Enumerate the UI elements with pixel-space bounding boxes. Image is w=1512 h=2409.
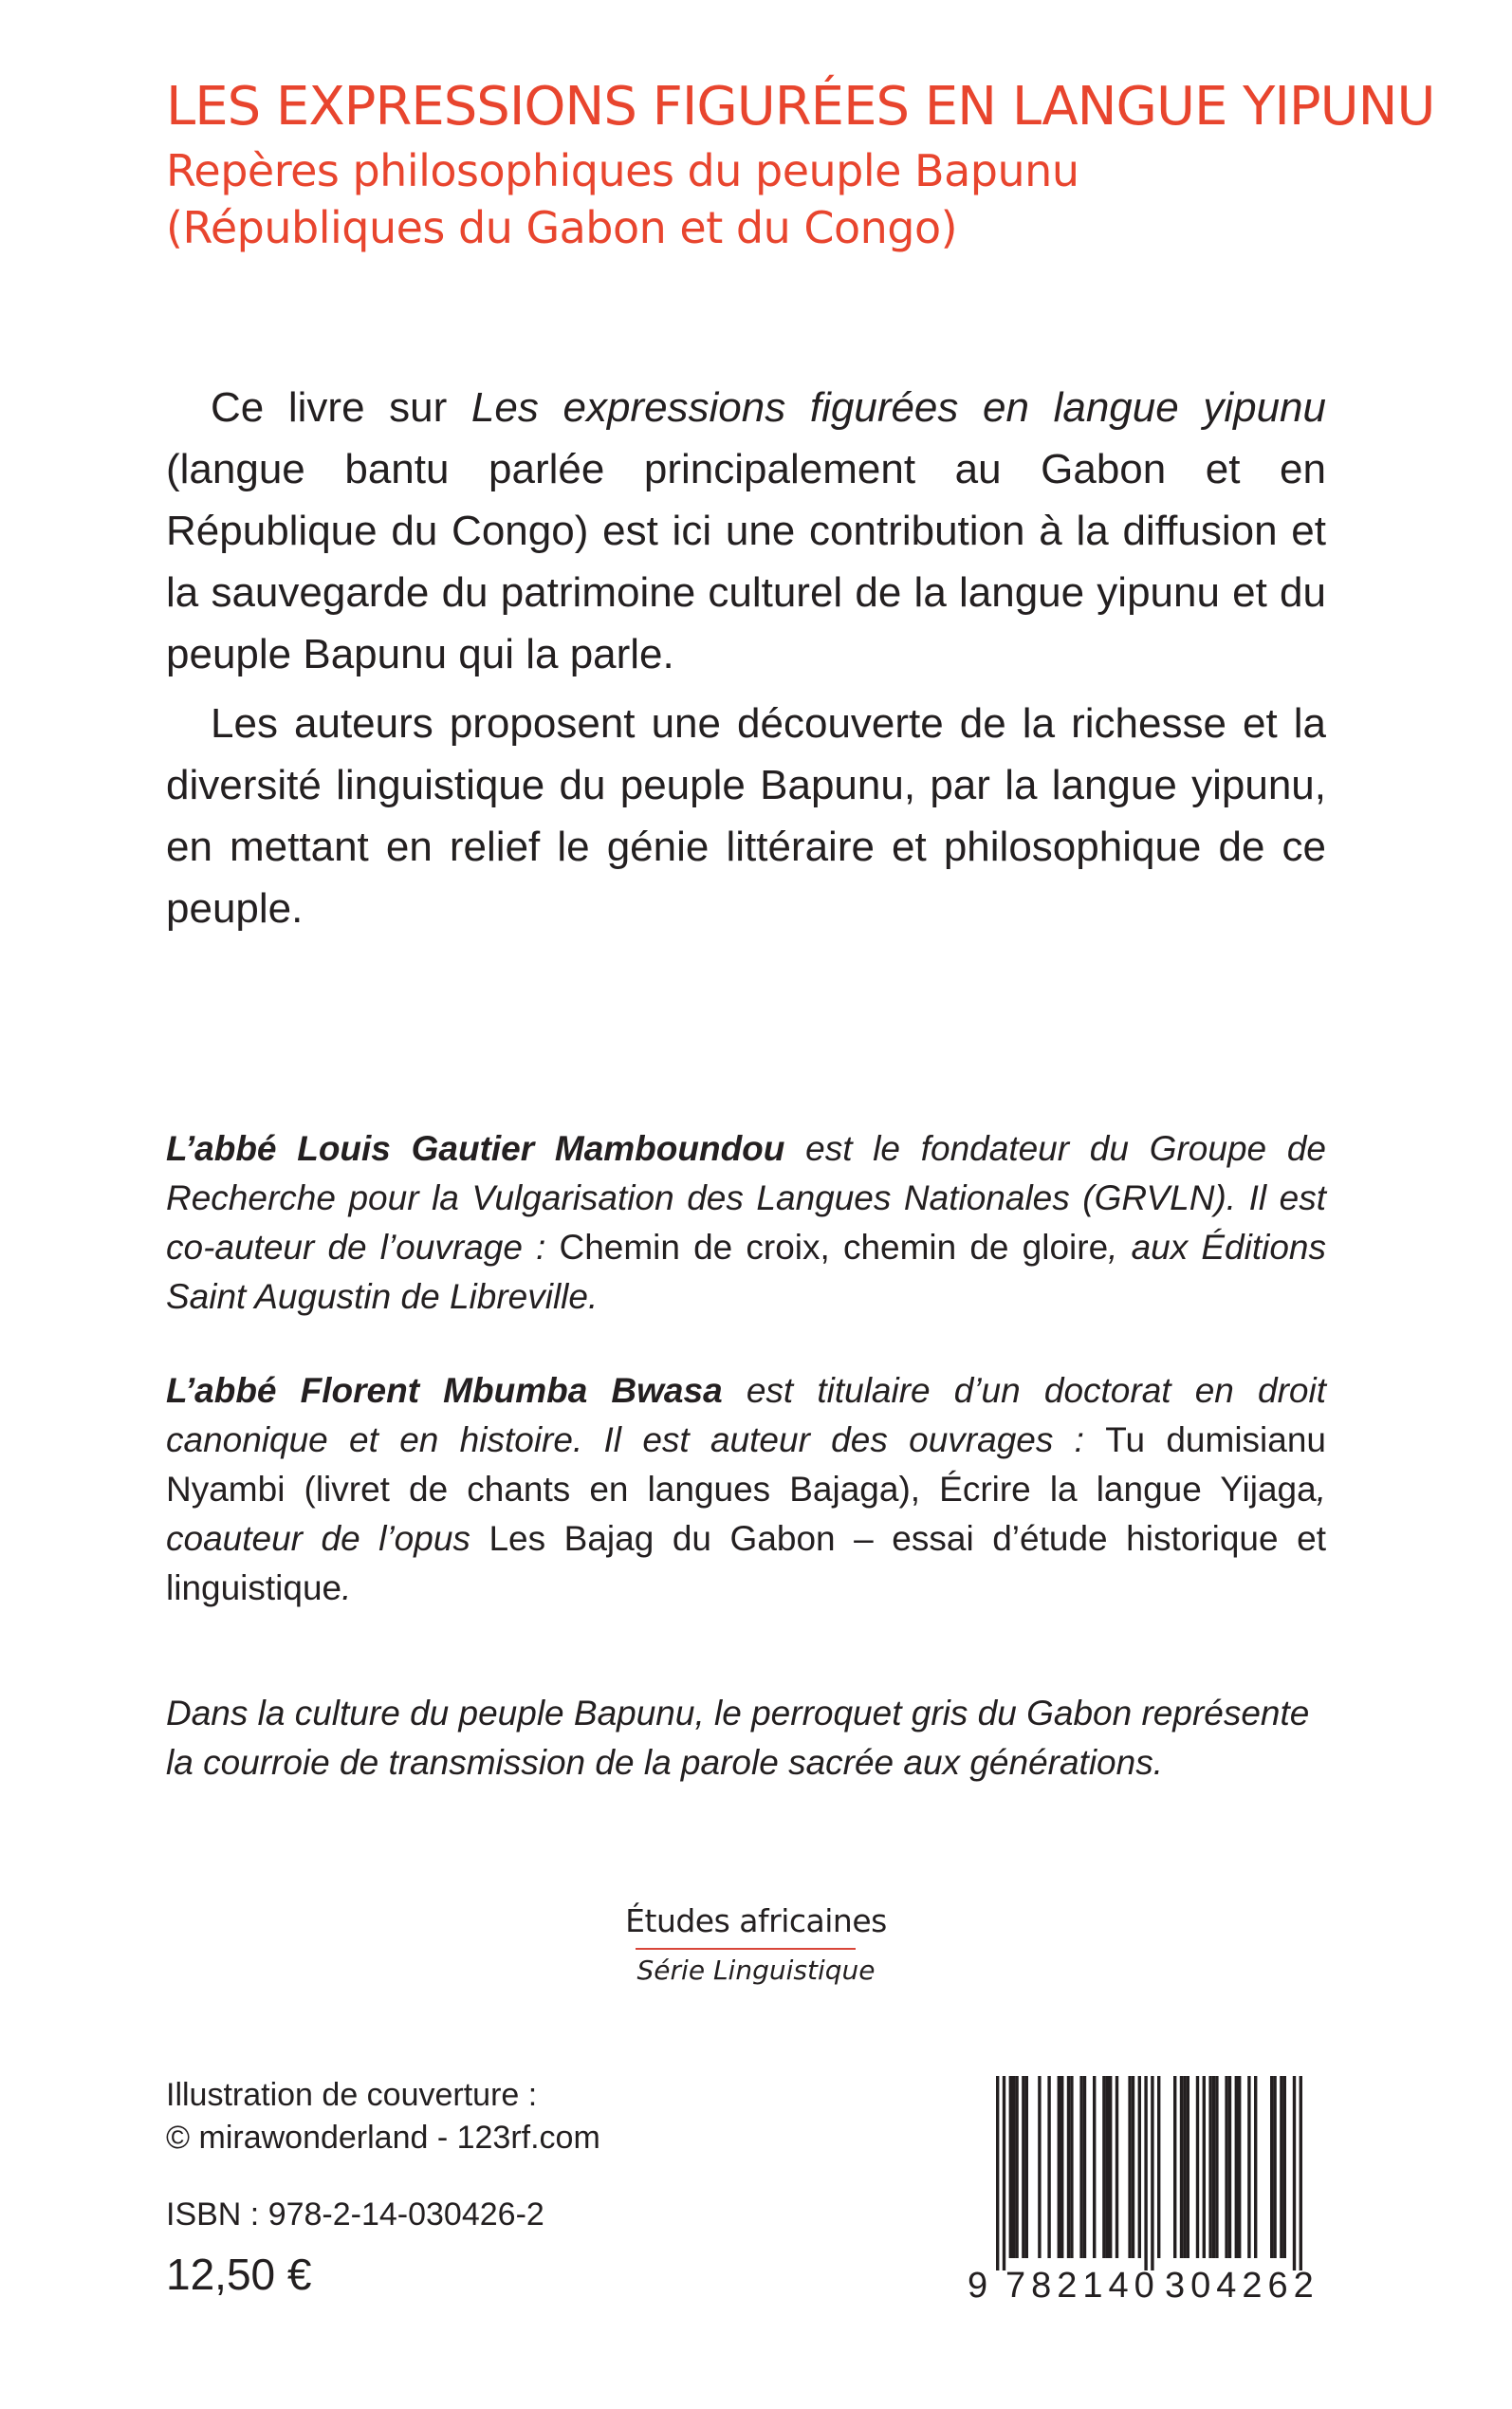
barcode-bar	[1151, 2076, 1153, 2270]
barcode-bar	[1235, 2076, 1238, 2258]
barcode-bar	[1228, 2076, 1231, 2258]
subtitle-line-1: Repères philosophiques du peuple Bapunu	[166, 145, 1079, 196]
barcode-bar	[1180, 2076, 1183, 2258]
barcode-bar	[1270, 2076, 1273, 2258]
author-bio-1	[166, 1124, 1326, 1322]
book-title: LES EXPRESSIONS FIGURÉES EN LANGUE YIPUNU	[166, 76, 1435, 138]
barcode-bar	[1157, 2076, 1160, 2258]
series-subtitle: Série Linguistique	[636, 1955, 876, 1986]
barcode	[968, 2076, 1328, 2315]
barcode-bar	[1083, 2076, 1086, 2258]
barcode-bar	[1183, 2076, 1186, 2258]
price: 12,50 €	[166, 2250, 312, 2299]
series-divider	[636, 1948, 856, 1950]
para1-rest: (langue bantu parlée principalement au Gabon et en République du Congo) est ici une contribution à la diffusion et la sauvegarde du patrimoine culturel de la langue yipunu et du peuple Bapunu qui la parle.	[166, 446, 1326, 677]
para1-lead: Ce livre sur	[211, 384, 471, 431]
barcode-bar	[1022, 2076, 1024, 2258]
description-paragraph-2: Les auteurs proposent une découverte de la richesse et la diversité linguistique du peuple Bapunu, par la langue yipunu, en mettant en relief le génie littéraire et philosophique de ce peuple.	[166, 700, 1326, 932]
barcode-bar	[1273, 2076, 1276, 2258]
barcode-bar	[1215, 2076, 1218, 2258]
author-1-work: Chemin de croix, chemin de gloire	[559, 1228, 1109, 1267]
author-2-work-2: Écrire la langue Yijaga	[939, 1470, 1317, 1509]
parrot-caption: Dans la culture du peuple Bapunu, le perroquet gris du Gabon représente la courroie de transmission de la parole sacrée aux générations.	[166, 1694, 1310, 1782]
barcode-bar	[1025, 2076, 1028, 2258]
barcode-bar	[1003, 2076, 1005, 2270]
illustration-credit-label: Illustration de couverture :	[166, 2077, 538, 2113]
barcode-left-digits: 782140	[1005, 2266, 1160, 2306]
barcode-bar	[1138, 2076, 1141, 2258]
author-2-separator: ,	[910, 1470, 940, 1509]
barcode-bar	[1203, 2076, 1206, 2258]
barcode-bar	[1144, 2076, 1147, 2270]
barcode-bar	[1047, 2076, 1050, 2258]
barcode-bar	[1225, 2076, 1227, 2258]
barcode-bar	[1283, 2076, 1286, 2258]
barcode-bar	[1173, 2076, 1176, 2258]
barcode-bar	[1212, 2076, 1215, 2258]
barcode-bar	[1238, 2076, 1241, 2258]
barcode-bar	[1187, 2076, 1189, 2258]
barcode-bar	[1196, 2076, 1199, 2258]
author-2-text-b: , coauteur de l’opus	[166, 1470, 1326, 1558]
isbn: ISBN : 978-2-14-030426-2	[166, 2196, 544, 2233]
author-1-text-a: est le fondateur du Groupe de Recherche pour la Vulgarisation des Langues Nationales (GRVLN). Il est co-auteur de l’ouvrage :	[166, 1129, 1326, 1267]
para1-book-title: Les expressions figurées en langue yipunu	[470, 384, 1326, 431]
barcode-bar	[1132, 2076, 1134, 2258]
barcode-first-digit: 9	[968, 2266, 989, 2306]
barcode-bar	[1116, 2076, 1118, 2258]
barcode-bars	[968, 2076, 1328, 2270]
subtitle-line-2: (Républiques du Gabon et du Congo)	[166, 202, 958, 253]
author-2-text-c: .	[341, 1568, 352, 1607]
barcode-bar	[1067, 2076, 1070, 2258]
barcode-bar	[1106, 2076, 1109, 2258]
barcode-bar	[1109, 2076, 1112, 2258]
barcode-bar	[1038, 2076, 1041, 2258]
barcode-bar	[1247, 2076, 1250, 2258]
barcode-bar	[1015, 2076, 1018, 2258]
barcode-bar	[1079, 2076, 1082, 2258]
barcode-bar	[1300, 2076, 1302, 2270]
author-2-work-3: Les Bajag du Gabon – essai d’étude historique et linguistique	[166, 1519, 1326, 1607]
author-1-name: L’abbé Louis Gautier Mamboundou	[166, 1129, 785, 1168]
barcode-bar	[1102, 2076, 1105, 2258]
barcode-bar	[1093, 2076, 1096, 2258]
author-bio-2	[166, 1366, 1326, 1613]
author-1-text-b: , aux Éditions Saint Augustin de Libreville.	[166, 1228, 1327, 1316]
barcode-bar	[1128, 2076, 1131, 2258]
series-name: Études africaines	[625, 1902, 887, 1939]
barcode-bar	[1293, 2076, 1296, 2270]
barcode-bar	[1009, 2076, 1012, 2258]
barcode-bar	[1208, 2076, 1211, 2258]
barcode-bar	[1058, 2076, 1060, 2258]
barcode-bar	[996, 2076, 999, 2270]
description-paragraph-1	[166, 377, 1326, 685]
barcode-bar	[1060, 2076, 1063, 2258]
barcode-right-digits: 304262	[1165, 2266, 1319, 2306]
barcode-bar	[1012, 2076, 1015, 2258]
barcode-bar	[1254, 2076, 1257, 2258]
barcode-bar	[1070, 2076, 1073, 2258]
author-2-name: L’abbé Florent Mbumba Bwasa	[166, 1371, 723, 1410]
illustration-credit-source: © mirawonderland - 123rf.com	[166, 2120, 600, 2156]
barcode-bar	[1280, 2076, 1282, 2258]
author-2-work-1: Tu dumisianu Nyambi (livret de chants en langues Bajaga)	[166, 1420, 1326, 1509]
author-2-text-a: est titulaire d’un doctorat en droit canonique et en histoire. Il est auteur des ouvrages :	[166, 1371, 1326, 1459]
